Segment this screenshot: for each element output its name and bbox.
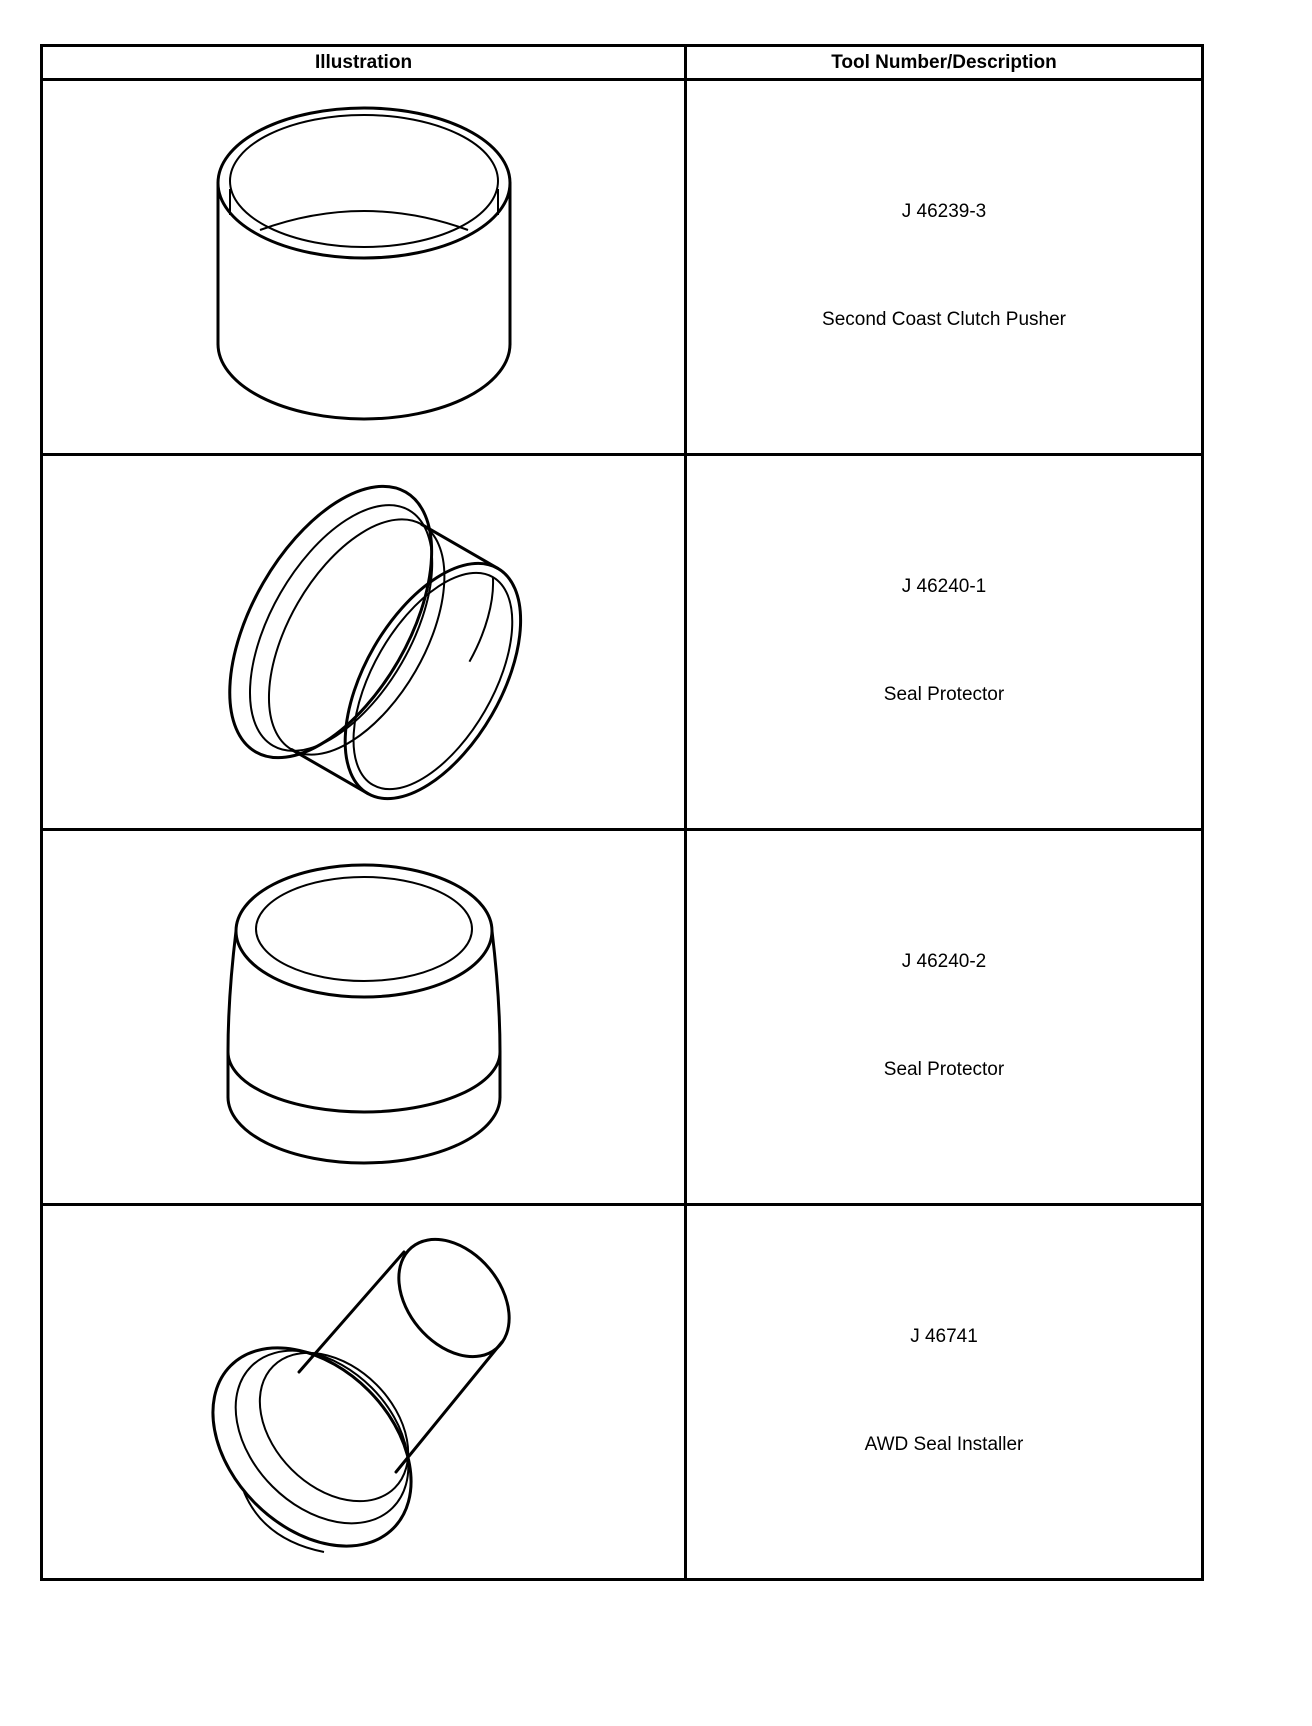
tool-description: Seal Protector bbox=[883, 1059, 1005, 1080]
table-row bbox=[42, 830, 1203, 1205]
table-header-row bbox=[42, 46, 1203, 80]
tool-number: J 46240-1 bbox=[901, 576, 987, 597]
tool-description: AWD Seal Installer bbox=[864, 1434, 1024, 1455]
tool-info-cell bbox=[686, 80, 1203, 455]
illustration-column-header: Illustration bbox=[42, 46, 686, 80]
table-row bbox=[42, 455, 1203, 830]
seal-protector-tapered-illustration bbox=[214, 847, 514, 1187]
table-row bbox=[42, 80, 1203, 455]
seal-protector-angled-illustration bbox=[204, 472, 524, 812]
special-tools-table bbox=[40, 44, 1204, 1581]
table-row bbox=[42, 1205, 1203, 1580]
awd-seal-installer-illustration bbox=[204, 1222, 524, 1562]
tool-description: Seal Protector bbox=[883, 684, 1005, 705]
illustration-cell bbox=[42, 1205, 686, 1580]
illustration-cell bbox=[42, 830, 686, 1205]
tool-column-header: Tool Number/Description bbox=[686, 46, 1203, 80]
tool-number: J 46240-2 bbox=[901, 951, 987, 972]
tool-number: J 46239-3 bbox=[901, 201, 987, 222]
illustration-cell bbox=[42, 80, 686, 455]
tool-number: J 46741 bbox=[910, 1326, 978, 1347]
second-coast-clutch-pusher-illustration bbox=[204, 97, 524, 437]
illustration-cell bbox=[42, 455, 686, 830]
tool-info-cell bbox=[686, 1205, 1203, 1580]
tool-info-cell bbox=[686, 455, 1203, 830]
tool-description: Second Coast Clutch Pusher bbox=[822, 309, 1066, 330]
tool-info-cell bbox=[686, 830, 1203, 1205]
